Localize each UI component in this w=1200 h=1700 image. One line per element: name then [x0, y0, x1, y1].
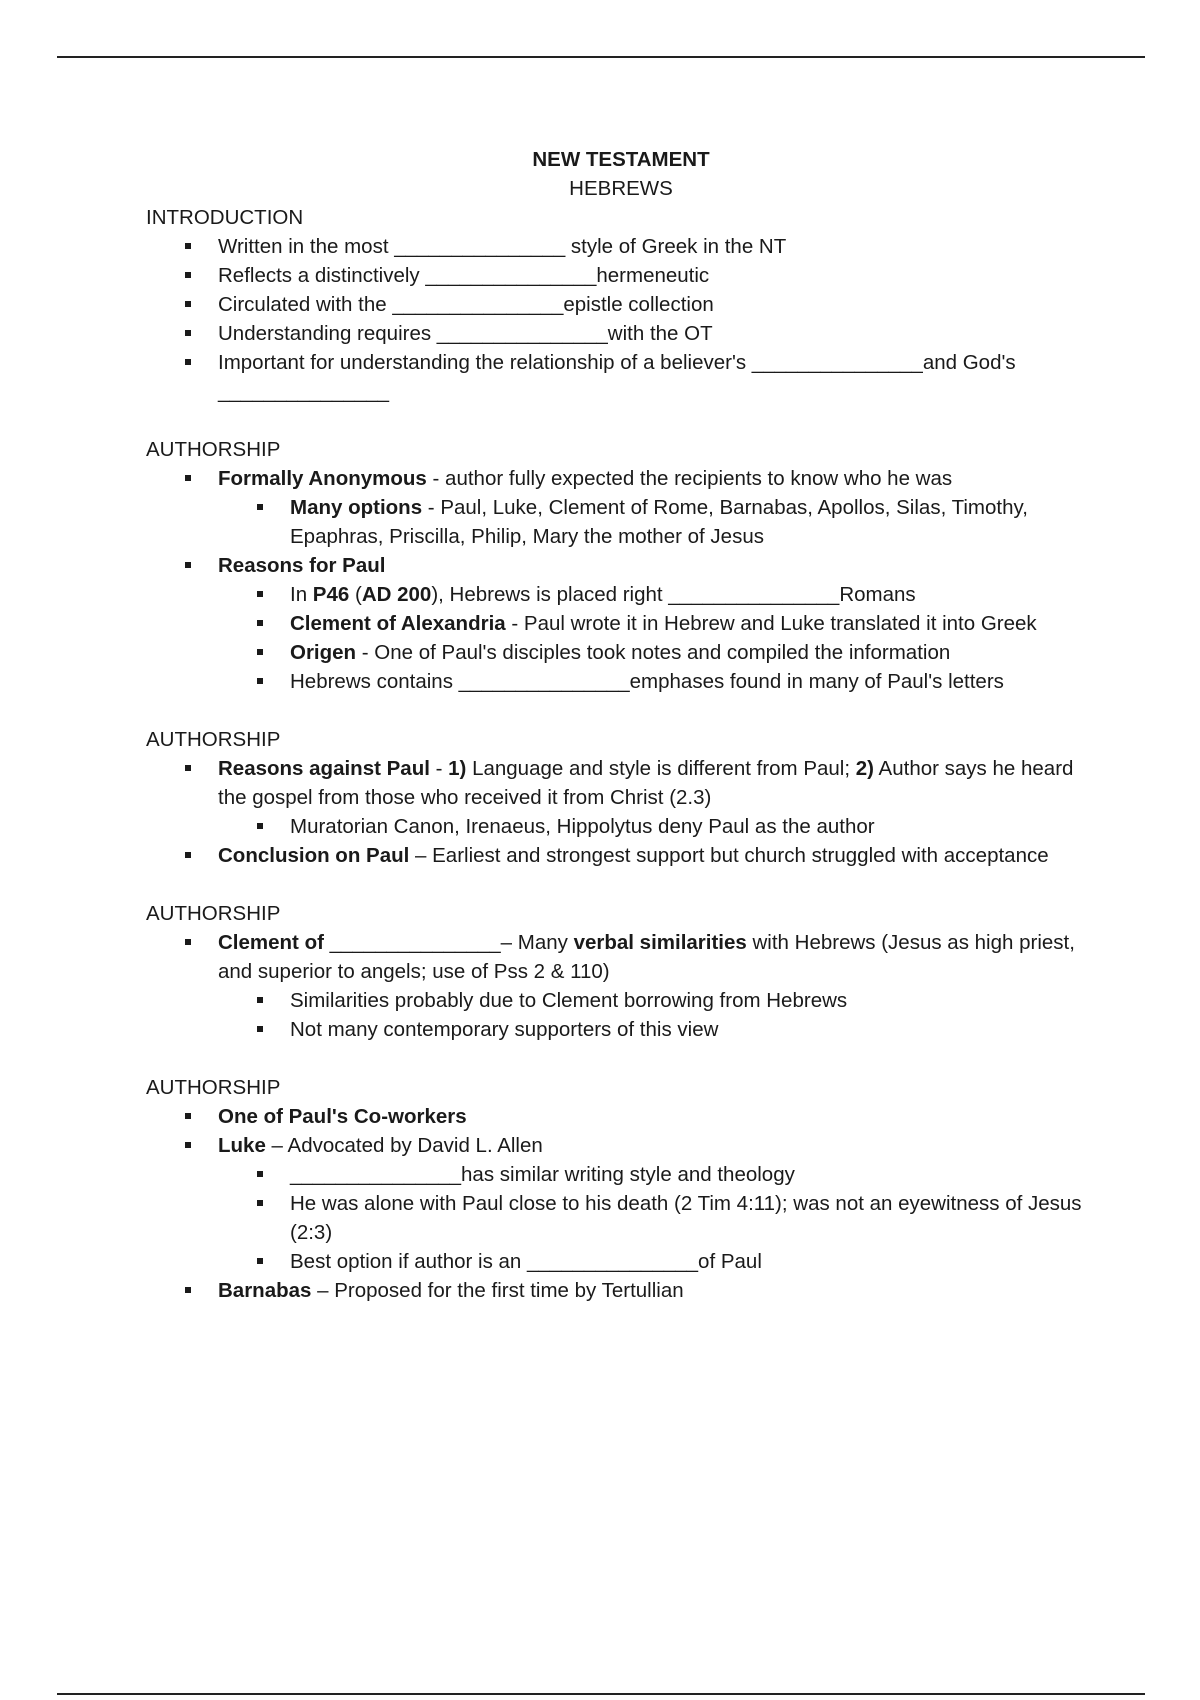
list-item: Reasons for Paul In P46 (AD 200), Hebrews is placed right _______________Romans Clement of Alexandria - Paul wrote it in Hebrew and Luke translated it into Greek Origen - One of Paul's disciples took notes and compiled the information Hebrews contains _______________emphases found in many of Paul's letters: [146, 551, 1096, 696]
square-bullet-icon: [185, 1113, 191, 1119]
introduction-section: [146, 203, 1096, 406]
sublist: [218, 812, 1096, 841]
authorship-heading: AUTHORSHIP: [146, 438, 281, 461]
list-item: Conclusion on Paul – Earliest and strongest support but church struggled with acceptance: [146, 841, 1096, 870]
square-bullet-icon: [257, 1258, 263, 1264]
list-item: Important for understanding the relationship of a believer's _______________and God's _______________: [146, 348, 1096, 406]
list-item: _______________has similar writing style and theology: [218, 1160, 1096, 1189]
authorship-heading: AUTHORSHIP: [146, 728, 281, 751]
authorship-list: [146, 464, 1096, 696]
square-bullet-icon: [257, 1026, 263, 1032]
list-item: Clement of _______________– Many verbal similarities with Hebrews (Jesus as high priest, and superior to angels; use of Pss 2 & 110) Similarities probably due to Clement borrowing from Hebrews Not many contemporary supporters of this view: [146, 928, 1096, 1044]
list-item: Reflects a distinctively _______________hermeneutic: [146, 261, 1096, 290]
sublist: [218, 580, 1096, 696]
document-body: [146, 145, 1096, 1305]
authorship-section-2: [146, 725, 1096, 870]
authorship-section-4: [146, 1073, 1096, 1305]
square-bullet-icon: [185, 939, 191, 945]
square-bullet-icon: [257, 678, 263, 684]
list-item: Origen - One of Paul's disciples took notes and compiled the information: [218, 638, 1096, 667]
list-item: Written in the most _______________ style of Greek in the NT: [146, 232, 1096, 261]
list-item: Hebrews contains _______________emphases found in many of Paul's letters: [218, 667, 1096, 696]
square-bullet-icon: [185, 359, 191, 365]
square-bullet-icon: [257, 504, 263, 510]
list-item: Clement of Alexandria - Paul wrote it in Hebrew and Luke translated it into Greek: [218, 609, 1096, 638]
square-bullet-icon: [185, 852, 191, 858]
list-item: Reasons against Paul - 1) Language and style is different from Paul; 2) Author says he heard the gospel from those who received it from Christ (2.3) Muratorian Canon, Irenaeus, Hippolytus deny Paul as the author: [146, 754, 1096, 841]
list-item: Understanding requires _______________with the OT: [146, 319, 1096, 348]
square-bullet-icon: [257, 1200, 263, 1206]
square-bullet-icon: [257, 591, 263, 597]
list-item: Similarities probably due to Clement borrowing from Hebrews: [218, 986, 1096, 1015]
authorship-list: [146, 1102, 1096, 1305]
square-bullet-icon: [257, 823, 263, 829]
list-item: Best option if author is an _______________of Paul: [218, 1247, 1096, 1276]
square-bullet-icon: [185, 475, 191, 481]
square-bullet-icon: [185, 301, 191, 307]
list-item: Formally Anonymous - author fully expected the recipients to know who he was Many options - Paul, Luke, Clement of Rome, Barnabas, Apollos, Silas, Timothy, Epaphras, Priscilla, Philip, Mary the mother of Jesus: [146, 464, 1096, 551]
authorship-list: [146, 754, 1096, 870]
bottom-rule: [57, 1693, 1145, 1695]
list-item: Many options - Paul, Luke, Clement of Rome, Barnabas, Apollos, Silas, Timothy, Epaphras, Priscilla, Philip, Mary the mother of Jesus: [218, 493, 1096, 551]
square-bullet-icon: [257, 620, 263, 626]
square-bullet-icon: [257, 1171, 263, 1177]
introduction-heading: INTRODUCTION: [146, 206, 304, 229]
sublist: [218, 493, 1096, 551]
list-item: In P46 (AD 200), Hebrews is placed right _______________Romans: [218, 580, 1096, 609]
sublist: [218, 986, 1096, 1044]
authorship-heading: AUTHORSHIP: [146, 902, 281, 925]
square-bullet-icon: [185, 272, 191, 278]
authorship-list: [146, 928, 1096, 1044]
sublist: [218, 1160, 1096, 1276]
square-bullet-icon: [185, 1142, 191, 1148]
list-item: Luke – Advocated by David L. Allen _______________has similar writing style and theology He was alone with Paul close to his death (2 Tim 4:11); was not an eyewitness of Jesus (2:3) Best option if author is an _______________of Paul: [146, 1131, 1096, 1276]
introduction-list: [146, 232, 1096, 406]
list-item: Not many contemporary supporters of this view: [218, 1015, 1096, 1044]
list-item: Muratorian Canon, Irenaeus, Hippolytus deny Paul as the author: [218, 812, 1096, 841]
square-bullet-icon: [185, 243, 191, 249]
page-subtitle: HEBREWS: [569, 177, 673, 200]
list-item: One of Paul's Co-workers: [146, 1102, 1096, 1131]
authorship-section-3: [146, 899, 1096, 1044]
square-bullet-icon: [185, 562, 191, 568]
list-item: He was alone with Paul close to his death (2 Tim 4:11); was not an eyewitness of Jesus (2:3): [218, 1189, 1096, 1247]
square-bullet-icon: [257, 997, 263, 1003]
top-rule: [57, 56, 1145, 58]
list-item: Barnabas – Proposed for the first time by Tertullian: [146, 1276, 1096, 1305]
page-title: NEW TESTAMENT: [532, 148, 710, 171]
list-item: Circulated with the _______________epistle collection: [146, 290, 1096, 319]
square-bullet-icon: [185, 330, 191, 336]
square-bullet-icon: [185, 765, 191, 771]
square-bullet-icon: [257, 649, 263, 655]
square-bullet-icon: [185, 1287, 191, 1293]
authorship-section-1: [146, 435, 1096, 696]
authorship-heading: AUTHORSHIP: [146, 1076, 281, 1099]
